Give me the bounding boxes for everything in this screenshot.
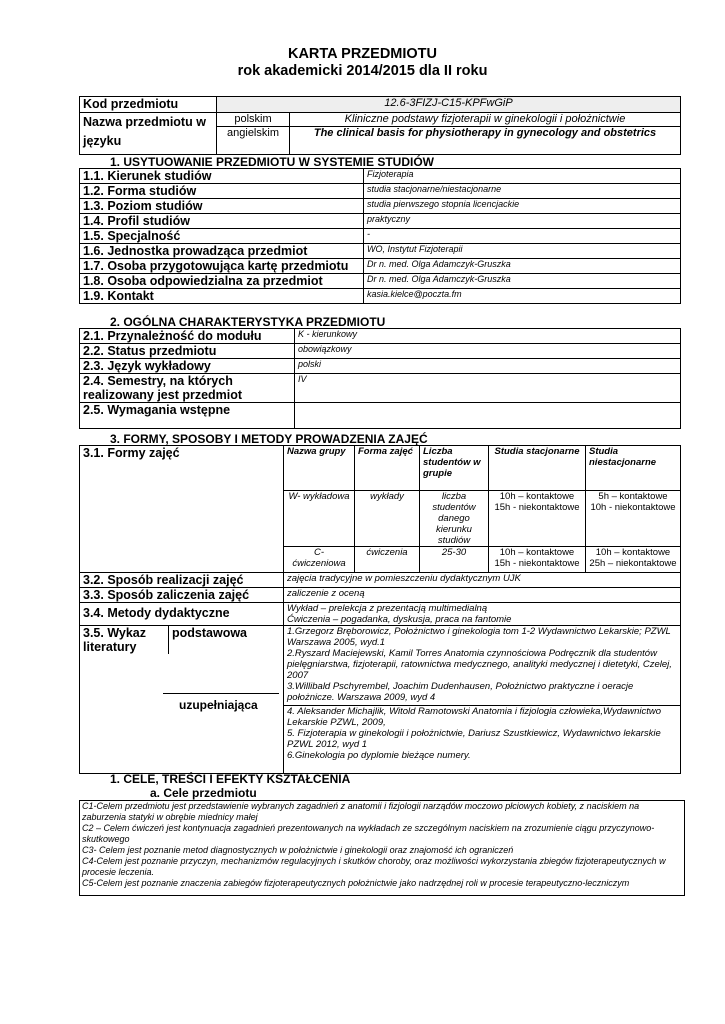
row-label: 2.1. Przynależność do modułu	[80, 329, 295, 344]
lang-pl: polskim	[217, 113, 290, 127]
row-label: 1.2. Forma studiów	[80, 184, 364, 199]
extra-label-cell	[163, 693, 279, 770]
info-row	[80, 169, 681, 184]
col-form: Forma zajęć	[355, 446, 420, 490]
page-subtitle: rok akademicki 2014/2015 dla II roku	[237, 63, 488, 79]
methods-label: 3.4. Metody dydaktyczne	[80, 603, 284, 626]
forms-grid	[284, 446, 680, 572]
goal-item: C2 – Celem ćwiczeń jest kontynuacja zagadnień prezentowanych na wykładach ze szczególnym naciskiem na zrozumienie ciągu przyczynowo-skutkowego	[82, 823, 655, 844]
section4-heading: 1. CELE, TREŚCI I EFEKTY KSZTAŁCENIA	[110, 772, 351, 786]
lang-en: angielskim	[217, 127, 290, 155]
info-row	[80, 329, 681, 344]
info-row	[80, 359, 681, 374]
group-form: ćwiczenia	[355, 546, 420, 572]
group-form: wykłady	[355, 490, 420, 546]
info-row	[80, 259, 681, 274]
info-row	[80, 199, 681, 214]
methods-value: Wykład – prelekcja z prezentacją multimedialną Ćwiczenia – pogadanka, dyskusja, praca na fantomie	[284, 603, 681, 626]
literature-label: 3.5. Wykaz literatury	[83, 626, 147, 654]
row-value: kasia.kielce@poczta.fm	[364, 289, 681, 304]
code-value: 12.6-3FIZJ-C15-KPFwGiP	[217, 97, 681, 113]
row-value: K - kierunkowy	[295, 329, 681, 344]
group-row	[284, 490, 680, 546]
realization-value: zajęcia tradycyjne w pomieszczeniu dydaktycznym UJK	[284, 573, 681, 588]
course-table	[79, 96, 681, 155]
row-label: 1.8. Osoba odpowiedzialna za przedmiot	[80, 274, 364, 289]
forms-label: 3.1. Formy zajęć	[80, 446, 284, 573]
goal-item: C1-Celem przedmiotu jest przedstawienie wybranych zagadnień z anatomii i fizjologii narządów moczowo płciowych kobiety, z naciskiem na zaburzenia statyki w obrębie miednicy małej	[82, 801, 640, 822]
info-row	[80, 274, 681, 289]
row-label: 1.5. Specjalność	[80, 229, 364, 244]
page-title: KARTA PRZEDMIOTU	[287, 46, 437, 62]
row-value: studia pierwszego stopnia licencjackie	[364, 199, 681, 214]
info-row	[80, 403, 681, 429]
section2-heading: 2. OGÓLNA CHARAKTERYSTYKA PRZEDMIOTU	[110, 315, 386, 329]
group-name: C- ćwiczeniowa	[284, 546, 355, 572]
row-value: WO, Instytut Fizjoterapii	[364, 244, 681, 259]
row-value: Dr n. med. Olga Adamczyk-Gruszka	[364, 274, 681, 289]
group-row	[284, 546, 680, 572]
name-en: The clinical basis for physiotherapy in gynecology and obstetrics	[290, 127, 681, 155]
row-label: 1.4. Profil studiów	[80, 214, 364, 229]
realization-label: 3.2. Sposób realizacji zajęć	[80, 573, 284, 588]
goal-item: C5-Celem jest poznanie znaczenia zabiegów fizjoterapeutycznych położnictwie jako nadrzędnej roli w procesie terapeutyczno-leczniczym	[82, 878, 630, 888]
row-label: 1.7. Osoba przygotowująca kartę przedmiotu	[80, 259, 364, 274]
row-label: 2.5. Wymagania wstępne	[80, 403, 295, 429]
row-label: 1.1. Kierunek studiów	[80, 169, 364, 184]
basic-literature: 1.Grzegorz Bręborowicz, Położnictwo i ginekologia tom 1-2 Wydawnictwo Lekarskie; PZWL Warszawa 2005, wyd.1 2.Ryszard Maciejewski, Kamil Torres Anatomia czynnościowa Podręcznik dla studentów pielęgniarstwa, fizjoterapii, ratownictwa medycznego, analityki medycznej i dietetyki, Czelej, 2007 3.Willibald Pschyrembel, Joachim Dudenhausen, Położnictwo praktyczne i oeracje położnicze. Warszawa 2009, wyd 4	[284, 626, 681, 706]
extra-label: uzupełniająca	[179, 698, 258, 712]
group-niestac: 10h – kontaktowe 25h – niekontaktowe	[586, 546, 681, 572]
section1-heading: 1. USYTUOWANIE PRZEDMIOTU W SYSTEMIE STUDIÓW	[110, 155, 435, 169]
col-stac: Studia stacjonarne	[489, 446, 586, 490]
row-value	[295, 403, 681, 429]
credit-label: 3.3. Sposób zaliczenia zajęć	[80, 588, 284, 603]
row-value: -	[364, 229, 681, 244]
section2-table	[79, 328, 681, 429]
row-value: praktyczny	[364, 214, 681, 229]
section1-table	[79, 168, 681, 304]
info-row	[80, 244, 681, 259]
row-value: Fizjoterapia	[364, 169, 681, 184]
row-label: 1.6. Jednostka prowadząca przedmiot	[80, 244, 364, 259]
info-row	[80, 184, 681, 199]
row-label: 2.3. Język wykładowy	[80, 359, 295, 374]
info-row	[80, 214, 681, 229]
col-group: Nazwa grupy	[284, 446, 355, 490]
goals-box	[79, 800, 685, 896]
row-value: polski	[295, 359, 681, 374]
name-pl: Kliniczne podstawy fizjoterapii w ginekologii i położnictwie	[290, 113, 681, 127]
group-count: liczba studentów danego kierunku studiów	[420, 490, 489, 546]
row-label: 1.9. Kontakt	[80, 289, 364, 304]
goal-item: C3- Celem jest poznanie metod diagnostycznych w położnictwie i ginekologii oraz znajomość ich ograniczeń	[82, 845, 514, 855]
row-label: 2.4. Semestry, na których realizowany jest przedmiot	[80, 374, 295, 403]
row-value: obowiązkowy	[295, 344, 681, 359]
row-label: 2.2. Status przedmiotu	[80, 344, 295, 359]
info-row	[80, 229, 681, 244]
col-count: Liczba studentów w grupie	[420, 446, 489, 490]
credit-value: zaliczenie z oceną	[284, 588, 681, 603]
name-label: Nazwa przedmiotu w języku	[80, 113, 217, 155]
info-row	[80, 344, 681, 359]
group-stac: 10h – kontaktowe 15h - niekontaktowe	[489, 490, 586, 546]
row-value: studia stacjonarne/niestacjonarne	[364, 184, 681, 199]
section3-heading: 3. FORMY, SPOSOBY I METODY PROWADZENIA ZAJĘĆ	[110, 432, 428, 446]
group-count: 25-30	[420, 546, 489, 572]
extra-literature: 4. Aleksander Michajlik, Witold Ramotowski Anatomia i fizjologia człowieka,Wydawnictwo Lekarskie PZWL, 2009, 5. Fizjoterapia w ginekologii i położnictwie, Dariusz Szustkiewicz, Wydawnictwo lekarskie PZWL 2012, wyd 1 6.Ginekologia po dyplomie bieżące numery.	[284, 706, 681, 774]
row-value: IV	[295, 374, 681, 403]
basic-label: podstawowa	[168, 626, 283, 654]
goals-subheading: a. Cele przedmiotu	[150, 786, 257, 800]
info-row	[80, 289, 681, 304]
goal-item: C4-Celem jest poznanie przyczyn, mechanizmów regulacyjnych i skutków choroby, oraz możliwości wykorzystania zbiegów fizjoterapeutycznych w procesie leczenia.	[82, 856, 666, 877]
row-label: 1.3. Poziom studiów	[80, 199, 364, 214]
group-niestac: 5h – kontaktowe 10h - niekontaktowe	[586, 490, 681, 546]
row-value: Dr n. med. Olga Adamczyk-Gruszka	[364, 259, 681, 274]
code-label: Kod przedmiotu	[80, 97, 217, 113]
group-name: W- wykładowa	[284, 490, 355, 546]
group-stac: 10h – kontaktowe 15h - niekontaktowe	[489, 546, 586, 572]
col-niestac: Studia niestacjonarne	[586, 446, 681, 490]
info-row	[80, 374, 681, 403]
